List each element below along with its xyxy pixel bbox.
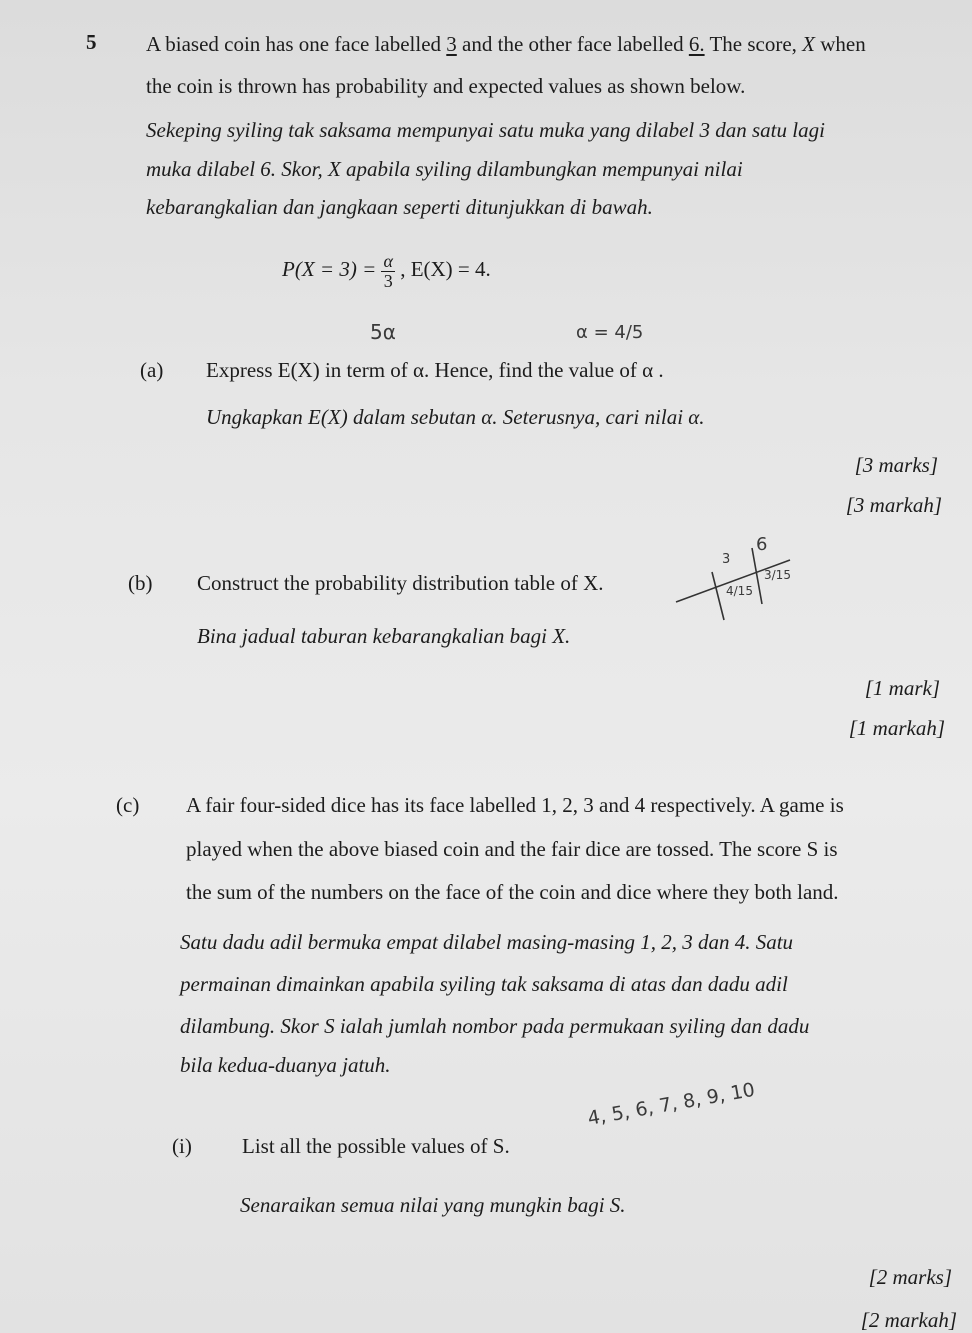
question-number: 5 [86,30,97,54]
part-c-malay-line-1: Satu dadu adil bermuka empat dilabel masing-masing 1, 2, 3 dan 4. Satu [180,930,794,954]
part-b-marks-malay: [1 markah] [848,716,945,740]
handwritten-alpha-value: α = 4/5 [576,322,644,343]
part-c-english-line-1: A fair four-sided dice has its face labelled 1, 2, 3 and 4 respectively. A game is [186,793,844,817]
part-a-marks-english: [3 marks] [854,453,938,477]
intro-malay-line-2: muka dilabel 6. Skor, X apabila syiling dilambungkan mempunyai nilai [146,157,743,181]
handwritten-table-prob-6: 3/15 [764,568,791,582]
part-c-i-label: (i) [172,1134,192,1158]
intro-malay-line-1: Sekeping syiling tak saksama mempunyai satu muka yang dilabel 3 dan satu lagi [146,118,825,142]
handwritten-5-alpha: 5α [370,320,396,344]
part-b-marks-english: [1 mark] [864,676,940,700]
part-c-malay-line-4: bila kedua-duanya jatuh. [180,1053,391,1077]
part-a-malay: Ungkapkan E(X) dalam sebutan α. Seterusnya, cari nilai α. [206,405,705,429]
handwritten-table-value-3: 3 [722,552,731,567]
part-b-malay: Bina jadual taburan kebarangkalian bagi X. [197,624,571,648]
part-c-i-marks-english: [2 marks] [868,1265,952,1289]
part-c-i-marks-malay: [2 markah] [860,1308,957,1332]
part-c-label: (c) [116,793,140,817]
intro-english-line-2: the coin is thrown has probability and expected values as shown below. [146,74,746,98]
intro-malay-line-3: kebarangkalian dan jangkaan seperti ditunjukkan di bawah. [146,195,653,219]
part-c-malay-line-3: dilambung. Skor S ialah jumlah nombor pada permukaan syiling dan dadu [180,1014,810,1038]
intro-english-line-1: A biased coin has one face labelled 3 and the other face labelled 6. The score, X when [146,32,866,56]
part-c-english-line-2: played when the above biased coin and the fair dice are tossed. The score S is [186,837,838,861]
alpha-over-three: $\frac{\alpha}{3}$ [383,251,393,291]
part-c-i-malay: Senaraikan semua nilai yang mungkin bagi S. [240,1193,626,1217]
part-a-marks-malay: [3 markah] [845,493,942,517]
part-a-label: (a) [140,358,164,382]
handwritten-values-of-s: 4, 5, 6, 7, 8, 9, 10 [586,1078,757,1130]
part-b-english: Construct the probability distribution table of X. [197,571,604,595]
part-c-english-line-3: the sum of the numbers on the face of the coin and dice where they both land. [186,880,839,904]
part-a-english: Express E(X) in term of α. Hence, find the value of α . [206,358,664,382]
part-c-malay-line-2: permainan dimainkan apabila syiling tak saksama di atas dan dadu adil [180,972,788,996]
handwritten-table-value-6: 6 [756,534,768,555]
probability-formula: P(X = 3) = $\frac{\alpha}{3}$ , E(X) = 4. [282,251,491,291]
handwritten-table-prob-3: 4/15 [726,584,753,598]
part-b-label: (b) [128,571,153,595]
part-c-i-english: List all the possible values of S. [242,1134,510,1158]
